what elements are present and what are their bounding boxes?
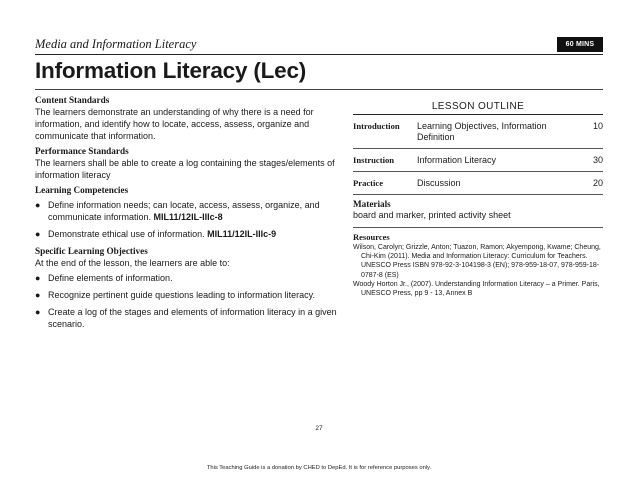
performance-standards-text: The learners shall be able to create a log containing the stages/elements of information literacy [35, 158, 335, 180]
page-title: Information Literacy (Lec) [35, 58, 307, 83]
content-standards-text: The learners demonstrate an understanding of why there is a need for information, and identify how to locate, access, assess, organize and communicate that information. [35, 107, 314, 141]
page-number: 27 [315, 425, 323, 432]
objective-text: Create a log of the stages and elements of information literacy in a given scenario. [48, 307, 337, 329]
bullet-icon: ● [35, 229, 41, 239]
content-standards-section [35, 94, 340, 142]
outline-minutes: 10 [592, 121, 603, 131]
table-row [353, 172, 603, 195]
learning-competencies-heading: Learning Competencies [35, 185, 129, 195]
learning-competencies-section [35, 184, 340, 240]
outline-phase: Instruction [353, 155, 395, 165]
footer-note: This Teaching Guide is a donation by CHED to DepEd. It is for reference purposes only. [206, 465, 432, 471]
bullet-icon: ● [35, 307, 41, 317]
list-item [35, 272, 340, 284]
outline-minutes: 20 [592, 178, 603, 188]
subject-name: Media and Information Literacy [35, 37, 197, 51]
bullet-icon: ● [35, 200, 41, 210]
list-item [35, 199, 340, 223]
duration-badge: 60 MINS [557, 37, 603, 52]
competency-text: Demonstrate ethical use of information. [48, 229, 208, 239]
specific-objectives-section [35, 245, 340, 330]
content-standards-heading: Content Standards [35, 95, 110, 105]
lesson-outline-panel [353, 100, 603, 302]
competency-text: Define information needs; can locate, access, assess, organize, and communicate information. [48, 200, 320, 222]
list-item [35, 289, 340, 301]
title-divider [35, 89, 603, 90]
standards-column [35, 94, 340, 335]
competency-code: MIL11/12IL-IIIc-9 [207, 229, 277, 239]
materials-section [353, 195, 603, 228]
outline-minutes: 30 [592, 155, 603, 165]
competency-code: MIL11/12IL-IIIc-8 [153, 212, 223, 222]
outline-activity: Learning Objectives, Information Definition [417, 121, 547, 142]
outline-phase: Practice [353, 178, 384, 188]
bullet-icon: ● [35, 290, 41, 300]
resources-section [353, 228, 603, 302]
specific-objectives-heading: Specific Learning Objectives [35, 246, 148, 256]
objective-text: Define elements of information. [48, 273, 173, 283]
performance-standards-heading: Performance Standards [35, 146, 129, 156]
performance-standards-section [35, 145, 340, 181]
bullet-icon: ● [35, 273, 41, 283]
resources-heading: Resources [353, 232, 390, 242]
outline-activity: Information Literacy [417, 155, 497, 165]
lesson-outline-title: LESSON OUTLINE [353, 100, 603, 115]
outline-activity: Discussion [417, 178, 461, 188]
table-row [353, 115, 603, 149]
objective-text: Recognize pertinent guide questions leading to information literacy. [48, 290, 315, 300]
list-item [35, 228, 340, 240]
list-item [35, 306, 340, 330]
resource-reference: Woody Horton Jr., (2007). Understanding Information Literacy – a Primer. Paris, UNESCO Press, pp 9 - 13, Annex B [353, 280, 600, 298]
top-divider [35, 54, 603, 55]
resource-reference: Wilson, Carolyn; Grizzle, Anton; Tuazon, Ramon; Akyempong, Kwame; Cheung, Chi-Kim (2011). Media and Information Literacy: Curriculum for Teachers. UNESCO Press ISBN 978-92-3-104198-3 (EN); 978-959-18-07, 978-959-18-0787-8 (ES) [353, 244, 601, 279]
materials-heading: Materials [353, 199, 391, 209]
materials-text: board and marker, printed activity sheet [353, 210, 511, 220]
outline-phase: Introduction [353, 121, 400, 131]
specific-objectives-intro: At the end of the lesson, the learners are able to: [35, 258, 230, 268]
table-row [353, 149, 603, 172]
